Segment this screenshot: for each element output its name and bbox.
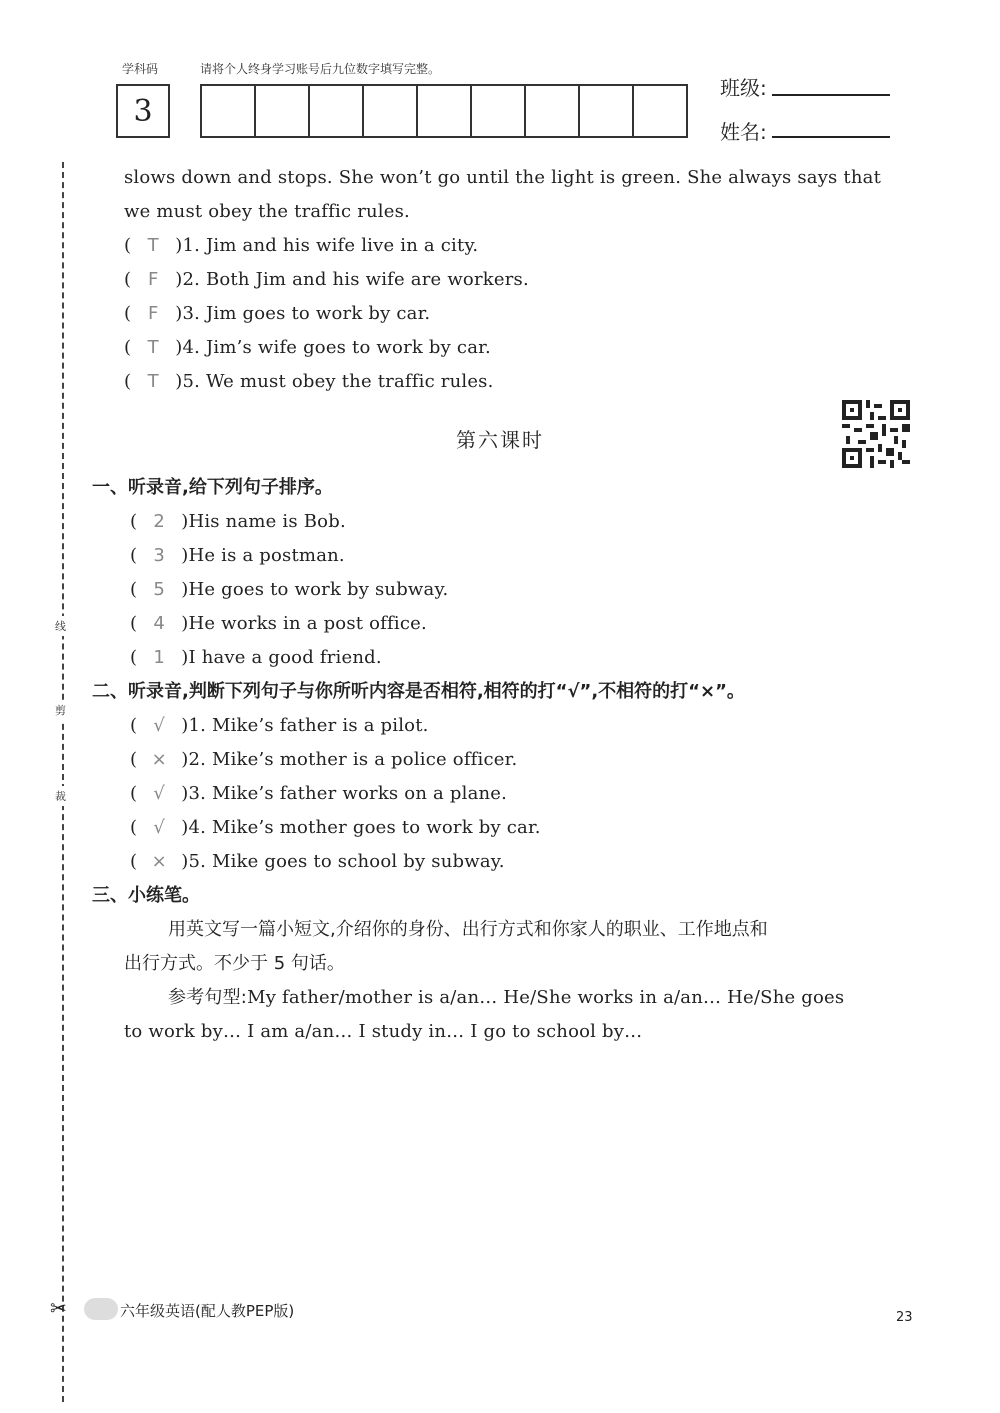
order-answer: 4	[153, 613, 166, 634]
judge-item: ( √ )3. Mike’s father works on a plane.	[130, 783, 508, 804]
digit-cell[interactable]	[202, 86, 254, 136]
digit-cell[interactable]	[362, 86, 416, 136]
digit-cell[interactable]	[470, 86, 524, 136]
order-answer: 2	[153, 511, 166, 532]
order-item: ( 2 )His name is Bob.	[130, 511, 346, 532]
judge-item: ( × )5. Mike goes to school by subway.	[130, 851, 505, 872]
cut-mark-line: 线	[55, 616, 66, 636]
tf-answer: T	[147, 337, 159, 358]
judge-answer: √	[153, 817, 166, 838]
judge-answer: ×	[151, 749, 167, 770]
digit-cell[interactable]	[254, 86, 308, 136]
order-item: ( 1 )I have a good friend.	[130, 647, 382, 668]
judge-answer: √	[153, 783, 166, 804]
name-label: 姓名:	[720, 120, 767, 144]
tf-question: ( F )2. Both Jim and his wife are workers.	[124, 269, 529, 290]
account-instruction: 请将个人终身学习账号后九位数字填写完整。	[200, 62, 441, 76]
digit-cell[interactable]	[416, 86, 470, 136]
footer-decoration	[84, 1298, 118, 1320]
tf-answer: T	[147, 371, 159, 392]
lesson-title: 第六课时	[456, 428, 544, 452]
order-item: ( 3 )He is a postman.	[130, 545, 345, 566]
subject-code-label: 学科码	[122, 62, 159, 76]
digit-cell[interactable]	[578, 86, 632, 136]
order-item: ( 4 )He works in a post office.	[130, 613, 427, 634]
writing-instruction: 出行方式。不少于 5 句话。	[124, 953, 345, 974]
name-field[interactable]	[772, 136, 890, 138]
order-answer: 5	[153, 579, 166, 600]
judge-answer: √	[153, 715, 166, 736]
tf-question: ( T )1. Jim and his wife live in a city.	[124, 235, 479, 256]
digit-cell[interactable]	[524, 86, 578, 136]
tf-question: ( F )3. Jim goes to work by car.	[124, 303, 431, 324]
digit-cell[interactable]	[632, 86, 686, 136]
writing-instruction: 用英文写一篇小短文,介绍你的身份、出行方式和你家人的职业、工作地点和	[168, 919, 768, 940]
judge-item: ( √ )1. Mike’s father is a pilot.	[130, 715, 429, 736]
subject-code-box: 3	[116, 84, 170, 138]
digit-cell[interactable]	[308, 86, 362, 136]
order-answer: 3	[153, 545, 166, 566]
tf-question: ( T )5. We must obey the traffic rules.	[124, 371, 494, 392]
book-title: 六年级英语(配人教PEP版)	[120, 1302, 295, 1320]
section1-heading: 一、听录音,给下列句子排序。	[92, 477, 333, 498]
class-field[interactable]	[772, 94, 890, 96]
cut-mark-cut: 剪	[55, 700, 66, 720]
section3-heading: 三、小练笔。	[92, 885, 200, 906]
reference-sentence: 参考句型:My father/mother is a/an… He/She works in a/an… He/She goes	[168, 987, 845, 1008]
judge-item: ( √ )4. Mike’s mother goes to work by car.	[130, 817, 541, 838]
cut-mark-trim: 裁	[55, 786, 66, 806]
account-digit-boxes[interactable]	[200, 84, 688, 138]
order-answer: 1	[153, 647, 166, 668]
tf-question: ( T )4. Jim’s wife goes to work by car.	[124, 337, 491, 358]
section2-heading: 二、听录音,判断下列句子与你所听内容是否相符,相符的打“√”,不相符的打“×”。	[92, 681, 745, 702]
class-label: 班级:	[720, 76, 767, 100]
order-item: ( 5 )He goes to work by subway.	[130, 579, 449, 600]
page-number: 23	[896, 1310, 913, 1325]
qr-code-icon[interactable]	[842, 400, 910, 468]
reference-sentence: to work by… I am a/an… I study in… I go to school by…	[124, 1021, 643, 1042]
reference-label: 参考句型:	[168, 987, 248, 1008]
passage-line: we must obey the traffic rules.	[124, 201, 410, 222]
judge-item: ( × )2. Mike’s mother is a police officer.	[130, 749, 518, 770]
cut-line	[62, 162, 64, 1402]
passage-line: slows down and stops. She won’t go until the light is green. She always says that	[124, 167, 882, 188]
tf-answer: F	[147, 303, 159, 324]
scissors-icon: ✂	[50, 1296, 67, 1320]
tf-answer: F	[147, 269, 159, 290]
judge-answer: ×	[151, 851, 167, 872]
tf-answer: T	[147, 235, 159, 256]
